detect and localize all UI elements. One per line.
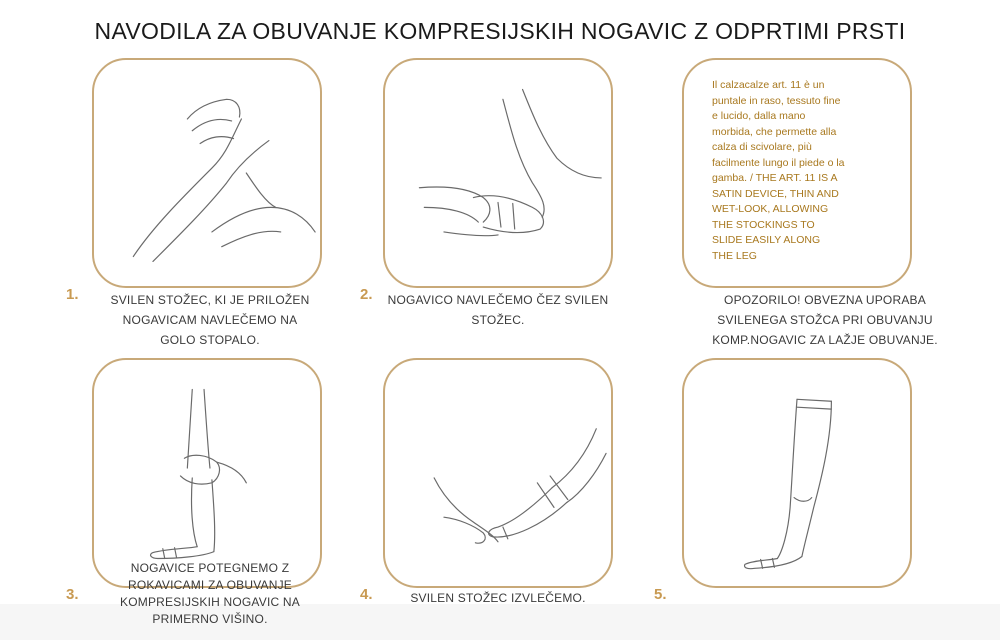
step-4-caption-line: SVILEN STOŽEC IZVLEČEMO. — [410, 591, 586, 605]
note-line: THE STOCKINGS TO — [712, 218, 815, 231]
note-line: morbida, che permette alla — [712, 125, 837, 138]
step-2-caption-line: NOGAVICO NAVLEČEMO ČEZ SVILEN — [387, 293, 609, 307]
step-3-illustration-panel — [92, 358, 322, 588]
step-5-illustration-panel — [682, 358, 912, 588]
note-line: e lucido, dalla mano — [712, 110, 806, 122]
step-1-number: 1. — [66, 286, 79, 303]
step-3-caption-line: NOGAVICE POTEGNEMO Z — [130, 561, 290, 575]
warning-caption — [680, 290, 970, 350]
note-line: gamba. / THE ART. 11 IS A — [712, 172, 838, 184]
removing-cone-illustration-icon — [385, 360, 611, 586]
step-1-caption-line: SVILEN STOŽEC, KI JE PRILOŽEN — [110, 293, 310, 307]
step-1-caption-line: GOLO STOPALO. — [160, 333, 260, 347]
note-line: calza di scivolare, più — [712, 141, 812, 153]
step-1-illustration-panel — [92, 58, 322, 288]
note-line: WET-LOOK, ALLOWING — [712, 203, 829, 215]
step-3-caption-line: PRIMERNO VIŠINO. — [152, 612, 268, 626]
step-3-number: 3. — [66, 586, 79, 603]
step-1-caption-line: NOGAVICAM NAVLEČEMO NA — [122, 313, 298, 327]
stocking-over-cone-illustration-icon — [385, 60, 611, 286]
step-2-number: 2. — [360, 286, 373, 303]
note-line: facilmente lungo il piede o la — [712, 156, 845, 169]
product-info-note — [712, 78, 882, 264]
note-line: Il calzacalze art. 11 è un — [712, 79, 825, 91]
step-4-caption — [378, 588, 618, 608]
note-line: SATIN DEVICE, THIN AND — [712, 187, 839, 200]
step-2-caption — [378, 290, 618, 330]
pulling-stocking-illustration-icon — [94, 360, 320, 586]
warning-line: SVILENEGA STOŽCA PRI OBUVANJU — [717, 313, 933, 327]
step-1-caption — [90, 290, 330, 350]
step-2-caption-line: STOŽEC. — [471, 313, 525, 327]
info-note-panel — [682, 58, 912, 288]
step-3-caption-line: KOMPRESIJSKIH NOGAVIC NA — [120, 595, 300, 609]
note-line: THE LEG — [712, 249, 757, 262]
step-4-illustration-panel — [383, 358, 613, 588]
step-5-number: 5. — [654, 586, 667, 603]
warning-line: OPOZORILO! OBVEZNA UPORABA — [724, 293, 926, 307]
finished-leg-illustration-icon — [684, 360, 910, 586]
warning-line: KOMP.NOGAVIC ZA LAŽJE OBUVANJE. — [712, 333, 938, 347]
page-title: NAVODILA ZA OBUVANJE KOMPRESIJSKIH NOGAVIC Z ODPRTIMI PRSTI — [94, 18, 906, 44]
note-line: SLIDE EASILY ALONG — [712, 234, 821, 246]
step-2-illustration-panel — [383, 58, 613, 288]
step-3-caption — [90, 560, 330, 628]
hand-foot-illustration-icon — [94, 60, 320, 286]
step-4-number: 4. — [360, 586, 373, 603]
step-3-caption-line: ROKAVICAMI ZA OBUVANJE — [128, 578, 292, 592]
note-line: puntale in raso, tessuto fine — [712, 94, 841, 107]
